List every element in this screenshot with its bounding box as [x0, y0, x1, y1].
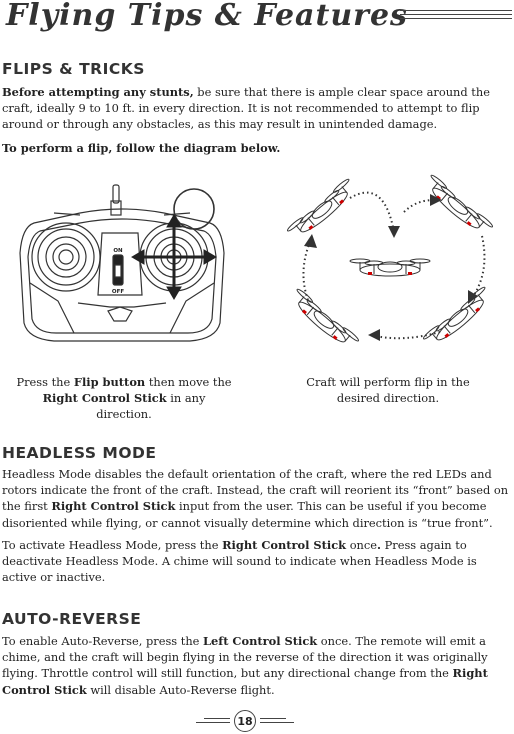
auto-reverse-paragraph: To enable Auto-Reverse, press the Left Control Stick once. The remote will emit a chime, and the craft will begin flying in the reverse of the direction it was originally flying. Throttle control will still function, but any directional change from the Right Control Stick will disable Auto-Reverse flight. — [2, 634, 488, 697]
switch-on-label: ON — [113, 248, 123, 254]
quad-top-left — [286, 178, 358, 242]
quad-top-right — [422, 174, 494, 238]
remote-controller-illustration — [14, 183, 230, 343]
quad-bottom-right — [422, 286, 494, 350]
dotted-arrow-1 — [350, 193, 394, 232]
headless-heading: HEADLESS MODE — [2, 444, 157, 462]
flip-diagram-illustration — [284, 172, 498, 362]
switch-off-label: OFF — [111, 289, 125, 295]
page-footer — [0, 708, 514, 734]
title-rule — [400, 10, 512, 24]
caption-craft-flip: Craft will perform flip in the desired direction. — [306, 375, 470, 405]
flips-instruction: To perform a flip, follow the diagram below. — [2, 141, 281, 155]
flips-heading: FLIPS & TRICKS — [2, 60, 145, 78]
caption-press-flip: Press the Flip button then move the Right Control Stick in any direction. — [16, 375, 232, 421]
flips-intro: Before attempting any stunts, be sure that there is ample clear space around the craft, ideally 9 to 10 ft. in every direction. It is not recommended to attempt to flip around or through any obstacles, as this may result in unintended damage. — [2, 85, 490, 132]
page-number: 18 — [234, 710, 256, 732]
quad-center — [350, 259, 430, 276]
headless-paragraph-2: To activate Headless Mode, press the Right Control Stick once. Press again to deactivate Headless Mode. A chime will sound to indicate when Headless Mode is active or inactive. — [2, 538, 477, 585]
quad-bottom-left — [288, 288, 360, 352]
page-title: Flying Tips & Features — [6, 0, 408, 33]
headless-paragraph-1: Headless Mode disables the default orientation of the craft, where the red LEDs and rotors indicate the front of the craft. Instead, the craft will reorient its “front” based on the first Right Control Stick input from the user. This can be useful if you become disoriented while flying, or cannot visually determine which direction is “true front”. — [2, 467, 509, 530]
auto-reverse-heading: AUTO-REVERSE — [2, 610, 142, 628]
